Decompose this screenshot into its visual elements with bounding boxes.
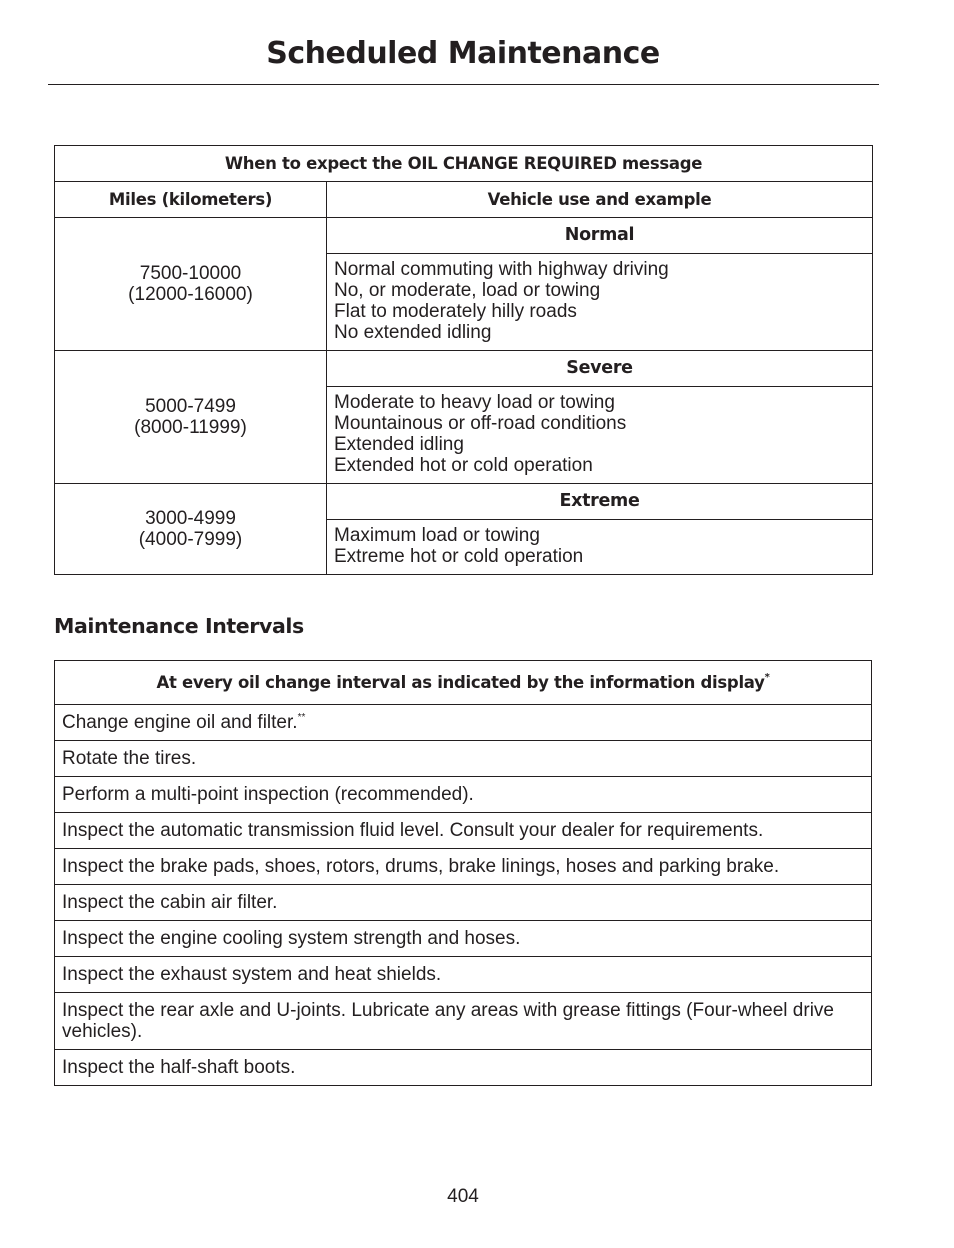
page-number: 404 (447, 1186, 479, 1207)
normal-mileage-cell (55, 218, 327, 351)
example-line: Normal commuting with highway driving (334, 259, 669, 280)
example-line: Extended hot or cold operation (334, 455, 593, 476)
table-row (55, 813, 872, 849)
extreme-usage-header-row (55, 484, 873, 520)
extreme-miles: 3000-4999 (145, 508, 236, 529)
interval-item: Inspect the engine cooling system strength and hoses. (55, 921, 872, 957)
interval-item-text: Change engine oil and filter. (62, 712, 298, 733)
table-row (55, 741, 872, 777)
extreme-usage-label: Extreme (327, 484, 873, 520)
interval-table-header (55, 661, 872, 705)
severe-examples (327, 387, 873, 484)
oil-table-caption: When to expect the OIL CHANGE REQUIRED message (55, 146, 873, 182)
oil-table-column-header-row (55, 182, 873, 218)
interval-item: Perform a multi-point inspection (recommended). (55, 777, 872, 813)
footnote-mark: ** (297, 712, 306, 723)
interval-item: Inspect the cabin air filter. (55, 885, 872, 921)
interval-item: Inspect the rear axle and U-joints. Lubricate any areas with grease fittings (Four-wheel drive vehicles). (55, 993, 872, 1050)
severe-usage-label: Severe (327, 351, 873, 387)
oil-change-table (54, 145, 873, 575)
interval-item: Inspect the brake pads, shoes, rotors, drums, brake linings, hoses and parking brake. (55, 849, 872, 885)
example-line: Extreme hot or cold operation (334, 546, 584, 567)
example-line: Extended idling (334, 434, 464, 455)
severe-miles: 5000-7499 (145, 396, 236, 417)
table-row (55, 921, 872, 957)
interval-table-header-text: At every oil change interval as indicated by the information display (156, 673, 765, 692)
table-row (55, 849, 872, 885)
example-line: Mountainous or off-road conditions (334, 413, 627, 434)
normal-kilometers: (12000-16000) (128, 284, 253, 305)
page-title: Scheduled Maintenance (266, 36, 660, 71)
column-header-miles: Miles (kilometers) (55, 182, 327, 218)
severe-kilometers: (8000-11999) (134, 417, 247, 438)
example-line: Flat to moderately hilly roads (334, 301, 577, 322)
interval-table-header-row (55, 661, 872, 705)
maintenance-intervals-heading: Maintenance Intervals (54, 614, 304, 638)
table-row (55, 993, 872, 1050)
interval-item: Inspect the exhaust system and heat shields. (55, 957, 872, 993)
title-divider (48, 84, 879, 85)
normal-usage-header-row (55, 218, 873, 254)
table-row (55, 885, 872, 921)
oil-table-caption-row (55, 146, 873, 182)
table-row (55, 957, 872, 993)
extreme-mileage-cell (55, 484, 327, 575)
table-row (55, 777, 872, 813)
example-line: Moderate to heavy load or towing (334, 392, 615, 413)
table-row (55, 1050, 872, 1086)
extreme-kilometers: (4000-7999) (138, 529, 243, 550)
example-line: No, or moderate, load or towing (334, 280, 601, 301)
interval-item: Rotate the tires. (55, 741, 872, 777)
table-row (55, 705, 872, 741)
example-line: No extended idling (334, 322, 492, 343)
maintenance-intervals-table (54, 660, 872, 1086)
example-line: Maximum load or towing (334, 525, 540, 546)
severe-usage-header-row (55, 351, 873, 387)
extreme-examples (327, 520, 873, 575)
normal-usage-label: Normal (327, 218, 873, 254)
interval-item (55, 705, 872, 741)
interval-item: Inspect the automatic transmission fluid level. Consult your dealer for requirements. (55, 813, 872, 849)
severe-mileage-cell (55, 351, 327, 484)
column-header-vehicle-use: Vehicle use and example (327, 182, 873, 218)
normal-miles: 7500-10000 (139, 263, 242, 284)
interval-item: Inspect the half-shaft boots. (55, 1050, 872, 1086)
footnote-mark: * (764, 672, 770, 683)
normal-examples (327, 254, 873, 351)
